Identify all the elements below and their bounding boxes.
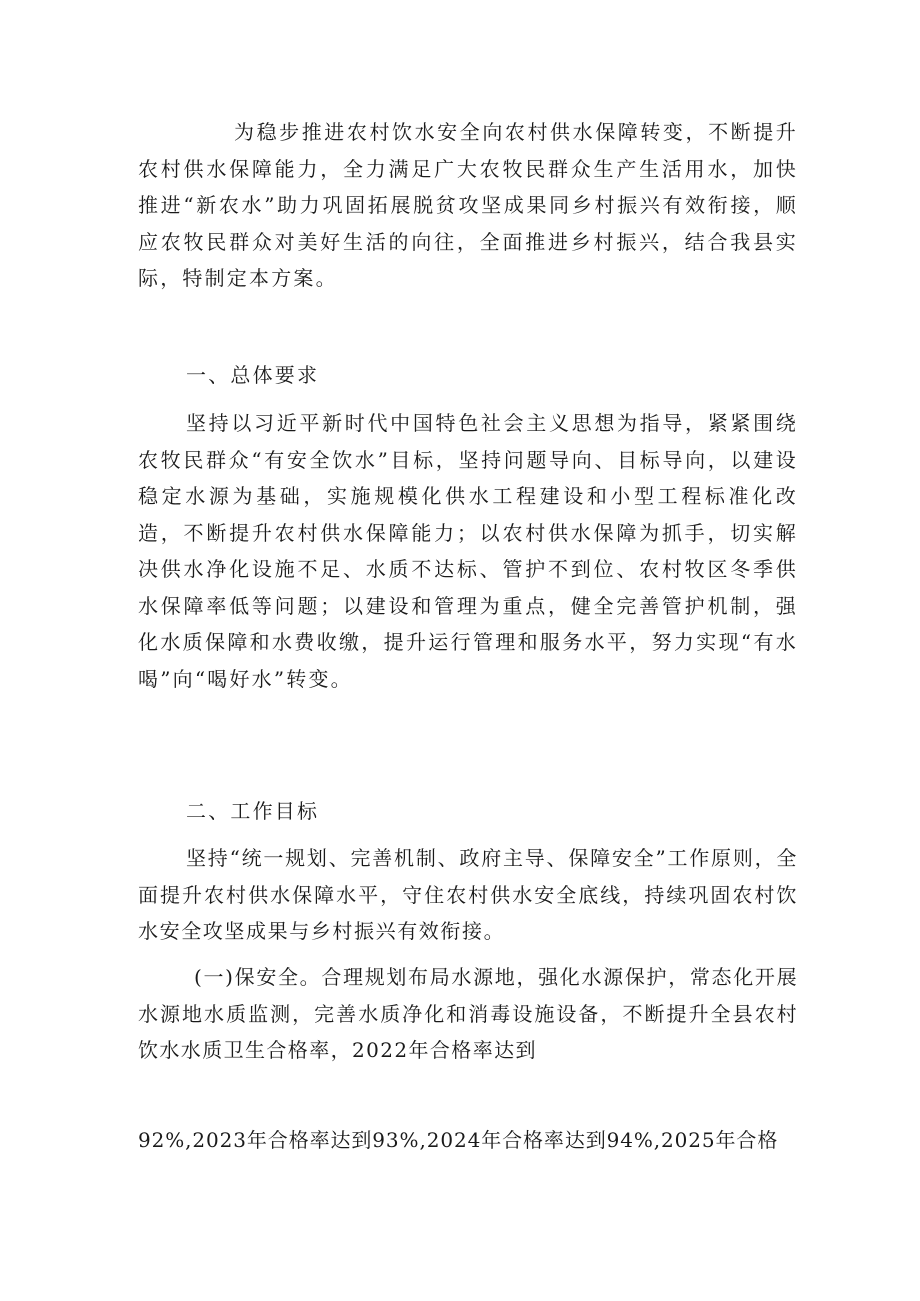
- safety-item-continuation: 92%,2023年合格率达到93%,2024年合格率达到94%,2025年合格: [138, 1128, 779, 1152]
- section-heading-work-goals: 二、工作目标: [186, 799, 320, 823]
- work-goals-paragraph: 坚持“统一规划、完善机制、政府主导、保障安全”工作原则，全面提升农村供水保障水平，守住农村供水安全底线，持续巩固农村饮水安全攻坚成果与乡村振兴有效衔接。: [138, 846, 798, 943]
- overall-requirements-paragraph: 坚持以习近平新时代中国特色社会主义思想为指导，紧紧围绕农牧民群众“有安全饮水”目标，坚持问题导向、目标导向，以建设稳定水源为基础，实施规模化供水工程建设和小型工程标准化改造，不断提升农村供水保障能力；以农村供水保障为抓手，切实解决供水净化设施不足、水质不达标、管护不到位、农村牧区冬季供水保障率低等问题；以建设和管理为重点，健全完善管护机制，强化水质保障和水费收缴，提升运行管理和服务水平，努力实现“有水喝”向“喝好水”转变。: [138, 411, 798, 691]
- section-heading-overall-requirements: 一、总体要求: [186, 363, 320, 387]
- intro-paragraph: 为稳步推进农村饮水安全向农村供水保障转变，不断提升农村供水保障能力，全力满足广大农牧民群众生产生活用水，加快推进“新农水”助力巩固拓展脱贫攻坚成果同乡村振兴有效衔接，顺应农牧民群众对美好生活的向往，全面推进乡村振兴，结合我县实际，特制定本方案。: [138, 120, 798, 290]
- safety-item-paragraph: (一)保安全。合理规划布局水源地，强化水源保护，常态化开展水源地水质监测，完善水质净化和消毒设施设备，不断提升全县农村饮水水质卫生合格率，2022年合格率达到: [138, 965, 798, 1062]
